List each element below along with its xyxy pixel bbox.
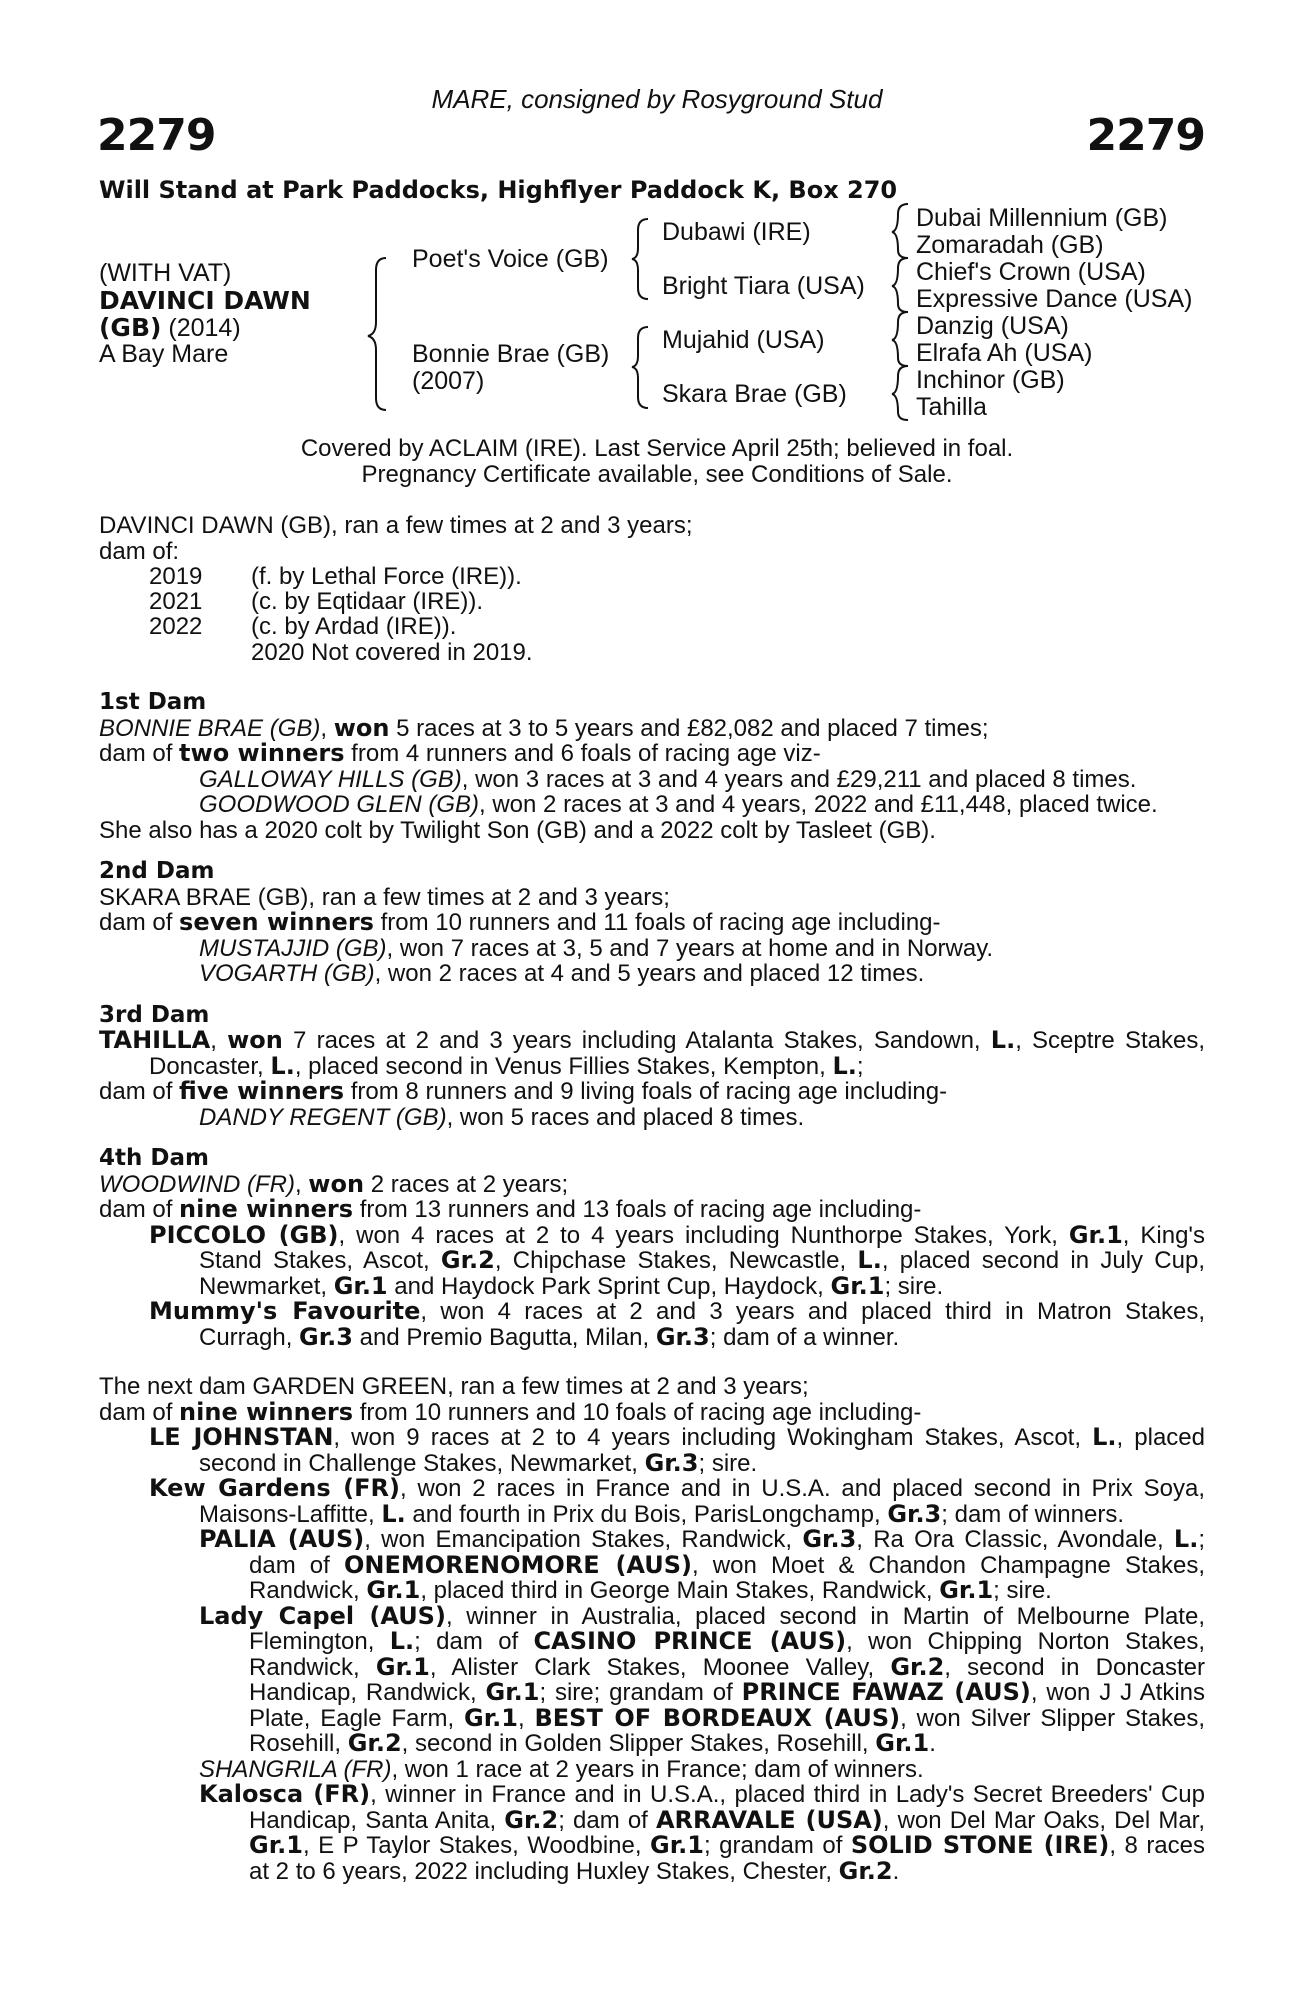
pedigree-g4-7: Inchinor (GB) — [916, 366, 1065, 394]
text: ; dam of — [249, 1526, 1205, 1579]
lot-number-left: 2279 — [97, 110, 216, 161]
text: dam of — [99, 1196, 180, 1223]
progeny-paragraph — [99, 1476, 1205, 1527]
progeny-name: GALLOWAY HILLS (GB) — [199, 765, 462, 793]
third-dam-produce — [99, 1079, 1205, 1105]
vat-note: (WITH VAT) — [99, 259, 232, 287]
text: , 8 races at 2 to 6 years, 2022 including Huxley Stakes, Chester, — [249, 1832, 1206, 1885]
produce-year: 2022 — [149, 613, 203, 640]
grade-label: Gr.1 — [939, 1576, 994, 1604]
progeny-name: PALIA (AUS) — [199, 1525, 365, 1553]
text: ; sire; grandam of — [539, 1679, 742, 1706]
fourth-dam-heading: 4th Dam — [99, 1145, 209, 1171]
grade-label: Gr.2 — [440, 1246, 495, 1274]
consignment-line: MARE, consigned by Rosyground Stud — [431, 84, 883, 114]
listed-label: L. — [832, 1051, 857, 1080]
produce-dam-of: dam of: — [99, 538, 180, 565]
produce-year: 2019 — [149, 563, 203, 590]
text: , — [517, 1704, 535, 1732]
grade-label: Gr.1 — [375, 1652, 430, 1681]
grade-label: Gr.2 — [890, 1652, 945, 1681]
text: from 13 runners and 13 foals of racing age including- — [353, 1196, 922, 1223]
race-record: , won 2 races at 3 and 4 years, 2022 and £11,448, placed twice. — [479, 791, 1158, 818]
horse-year: (2014) — [161, 314, 241, 342]
progeny-name: MUSTAJJID (GB) — [199, 934, 387, 962]
pedigree-dam: Bonnie Brae (GB) — [412, 340, 610, 368]
text: , won 4 races at 2 and 3 years and placed third in Matron Stakes, Curragh, — [199, 1298, 1205, 1351]
second-dam-heading: 2nd Dam — [99, 858, 215, 884]
race-record: , won 7 races at 3, 5 and 7 years at home and in Norway. — [386, 934, 994, 962]
text: and Haydock Park Sprint Cup, Haydock, — [387, 1272, 831, 1300]
text: dam of — [99, 740, 180, 767]
text: ; sire. — [884, 1272, 944, 1300]
text: , placed second in Challenge Stakes, Newmarket, — [199, 1424, 1206, 1477]
race-record: , won 2 races at 4 and 5 years and placed 12 times. — [374, 960, 925, 987]
grade-label: Gr.3 — [644, 1448, 699, 1477]
grade-label: Gr.3 — [887, 1499, 942, 1528]
text: , won 9 races at 2 to 4 years including Wokingham Stakes, Ascot, — [333, 1424, 1093, 1451]
progeny-line — [99, 961, 1205, 987]
pedigree-g4-3: Chief's Crown (USA) — [916, 258, 1146, 286]
produce-text: (f. by Lethal Force (IRE)). — [251, 563, 522, 590]
grade-label: Gr.1 — [830, 1271, 885, 1300]
progeny-name: PRINCE FAWAZ (AUS) — [741, 1678, 1031, 1706]
text: , second in Golden Slipper Stakes, Rosehill, — [401, 1730, 876, 1757]
grade-label: Gr.3 — [655, 1322, 710, 1351]
text: dam of — [99, 909, 180, 936]
text: , won 4 races at 2 to 4 years including Nunthorpe Stakes, York, — [338, 1221, 1069, 1249]
grade-label: Gr.3 — [802, 1525, 857, 1553]
progeny-paragraph — [99, 1527, 1205, 1604]
progeny-name: ONEMORENOMORE (AUS) — [343, 1550, 692, 1579]
pedigree-g4-2: Zomaradah (GB) — [916, 231, 1104, 259]
progeny-line — [99, 792, 1205, 818]
pedigree-dam-year: (2007) — [412, 367, 485, 395]
progeny-name: BEST OF BORDEAUX (AUS) — [534, 1703, 901, 1732]
progeny-line — [99, 1757, 1205, 1783]
progeny-name: SOLID STONE (IRE) — [850, 1831, 1110, 1859]
progeny-name: GOODWOOD GLEN (GB) — [199, 791, 480, 818]
covering-line-1: Covered by ACLAIM (IRE). Last Service April 25th; believed in foal. — [300, 435, 1014, 462]
dam-name: WOODWIND (FR) — [99, 1170, 295, 1198]
produce-note: 2020 Not covered in 2019. — [251, 639, 533, 666]
produce-intro: DAVINCI DAWN (GB), ran a few times at 2 and 3 years; — [99, 512, 693, 539]
grade-label: Gr.2 — [504, 1805, 559, 1834]
grade-label: Gr.1 — [875, 1729, 930, 1757]
grade-label: Gr.1 — [485, 1678, 540, 1706]
produce-list — [99, 564, 699, 644]
text: ; dam of — [558, 1806, 656, 1834]
winners-count: seven winners — [179, 908, 374, 936]
stand-location: Will Stand at Park Paddocks, Highflyer Paddock K, Box 270 — [99, 176, 898, 204]
text: ; — [856, 1052, 864, 1080]
text: , Ra Ora Classic, Avondale, — [856, 1526, 1174, 1553]
produce-text: (c. by Eqtidaar (IRE)). — [251, 588, 484, 615]
text: , Sceptre Stakes, Doncaster, — [149, 1027, 1205, 1080]
pedigree-g4-4: Expressive Dance (USA) — [916, 285, 1193, 313]
text: , Chipchase Stakes, Newcastle, — [494, 1247, 858, 1274]
text: 7 races at 2 and 3 years including Atalanta Stakes, Sandown, — [282, 1027, 991, 1054]
text: from 8 runners and 9 living foals of racing age including- — [344, 1078, 948, 1105]
text: . — [929, 1730, 936, 1757]
winners-count: nine winners — [179, 1195, 354, 1223]
pedigree-g4-1: Dubai Millennium (GB) — [916, 204, 1168, 232]
text: , won 1 race at 2 years in France; dam of winners. — [391, 1755, 924, 1783]
text: and fourth in Prix du Bois, ParisLongchamp, — [405, 1500, 888, 1528]
first-dam-note: She also has a 2020 colt by Twilight Son (GB) and a 2022 colt by Tasleet (GB). — [99, 816, 936, 844]
fourth-dam-produce — [99, 1197, 1205, 1223]
won-label: won — [308, 1169, 365, 1198]
text: ; dam of a winner. — [709, 1323, 900, 1351]
text: ; sire. — [698, 1449, 758, 1477]
family-text — [99, 690, 1205, 1884]
progeny-name: DANDY REGENT (GB) — [199, 1103, 447, 1131]
second-dam-line: SKARA BRAE (GB), ran a few times at 2 and 3 years; — [99, 883, 670, 911]
progeny-line — [99, 936, 1205, 962]
won-label: won — [333, 713, 390, 742]
race-record: , won 3 races at 3 and 4 years and £29,211 and placed 8 times. — [461, 765, 1137, 793]
text: , won Del Mar Oaks, Del Mar, — [882, 1806, 1205, 1834]
winners-count: nine winners — [179, 1397, 354, 1426]
text: 2 races at 2 years; — [364, 1170, 569, 1198]
text: dam of — [99, 1078, 180, 1105]
text: , won Moet & Chandon Champagne Stakes, Randwick, — [249, 1551, 1205, 1604]
text: dam of — [99, 1398, 180, 1426]
progeny-paragraph — [99, 1425, 1205, 1476]
dam-brace — [632, 327, 648, 408]
grade-label: Gr.1 — [650, 1831, 704, 1859]
text: ; dam of — [414, 1628, 534, 1655]
third-dam-heading: 3rd Dam — [99, 1001, 210, 1028]
pedigree-g4-5: Danzig (USA) — [916, 312, 1069, 340]
grade-label: Gr.1 — [1068, 1220, 1123, 1249]
text: from 10 runners and 10 foals of racing age including- — [353, 1398, 922, 1426]
race-record: , won 5 races and placed 8 times. — [446, 1103, 805, 1131]
pedigree-g4-6: Elrafa Ah (USA) — [916, 339, 1093, 367]
progeny-line — [99, 1105, 1205, 1131]
progeny-name: Lady Capel (AUS) — [199, 1601, 446, 1630]
text: , King's Stand Stakes, Ascot, — [199, 1221, 1206, 1274]
dam-name: TAHILLA — [99, 1026, 211, 1054]
horse-description: A Bay Mare — [99, 340, 229, 368]
winners-count: two winners — [179, 739, 345, 767]
text: , won Silver Slipper Stakes, Rosehill, — [249, 1704, 1206, 1757]
fourth-dam-line: WOODWIND (FR), won 2 races at 2 years; — [99, 1169, 569, 1198]
text: , winner in France and in U.S.A., placed third in Lady's Secret Breeders' Cup Handicap, Santa Anita, — [249, 1781, 1205, 1834]
progeny-name: Kew Gardens (FR) — [149, 1474, 400, 1502]
text: , placed second in July Cup, Newmarket, — [199, 1247, 1205, 1300]
main-brace — [368, 258, 386, 410]
text: ; sire. — [993, 1577, 1052, 1604]
text: , E P Taylor Stakes, Woodbine, — [302, 1832, 651, 1859]
pedigree-g4-8: Tahilla — [916, 393, 987, 421]
text: ; dam of winners. — [941, 1500, 1125, 1528]
horse-country: (GB) — [99, 313, 162, 342]
pedigree-sire: Poet's Voice (GB) — [412, 245, 609, 273]
listed-label: L. — [857, 1246, 882, 1274]
listed-label: L. — [1092, 1423, 1117, 1451]
sire-brace — [632, 219, 648, 299]
next-dam-line: The next dam GARDEN GREEN, ran a few times at 2 and 3 years; — [99, 1373, 809, 1400]
listed-label: L. — [389, 1627, 415, 1655]
text: , won J J Atkins Plate, Eagle Farm, — [249, 1679, 1205, 1732]
text: , second in Doncaster Handicap, Randwick, — [249, 1653, 1206, 1706]
grade-label: Gr.2 — [838, 1856, 893, 1885]
covering-line-2: Pregnancy Certificate available, see Conditions of Sale. — [361, 461, 953, 488]
grade-label: Gr.1 — [464, 1703, 518, 1732]
progeny-line — [99, 767, 1205, 793]
text: , placed third in George Main Stakes, Randwick, — [420, 1577, 940, 1604]
text: , won Emancipation Stakes, Randwick, — [364, 1526, 803, 1553]
third-dam-line: TAHILLA, won 7 races at 2 and 3 years including Atalanta Stakes, Sandown, L., Sceptre Stakes, Doncaster, L., placed second in Venus Fillies Stakes, Kempton, L.; — [99, 1026, 1205, 1080]
listed-label: L. — [1173, 1525, 1199, 1553]
dam-name: BONNIE BRAE (GB) — [99, 714, 321, 742]
first-dam-heading: 1st Dam — [99, 689, 207, 715]
grade-label: Gr.1 — [333, 1271, 388, 1300]
race-record: 5 races at 3 to 5 years and £82,082 and placed 7 times; — [389, 714, 989, 742]
first-dam-produce — [99, 741, 1205, 767]
progeny-paragraph — [99, 1299, 1205, 1350]
progeny-name: PICCOLO (GB) — [149, 1220, 339, 1249]
listed-label: L. — [990, 1026, 1016, 1054]
winners-count: five winners — [179, 1077, 345, 1105]
text: , won 2 races in France and in U.S.A. and placed second in Prix Soya, Maisons-Laffitte, — [199, 1475, 1205, 1528]
progeny-name: VOGARTH (GB) — [199, 960, 375, 987]
pedigree-sire-dam: Bright Tiara (USA) — [662, 272, 865, 300]
produce-year: 2021 — [149, 588, 203, 615]
progeny-name: ARRAVALE (USA) — [655, 1805, 883, 1834]
progeny-paragraph — [99, 1601, 1206, 1757]
lot-number-right: 2279 — [1086, 110, 1205, 161]
produce-text: (c. by Ardad (IRE)). — [251, 613, 457, 640]
progeny-name: LE JOHNSTAN — [149, 1423, 334, 1451]
progeny-name: SHANGRILA (FR) — [199, 1755, 392, 1783]
text: and Premio Bagutta, Milan, — [352, 1323, 656, 1351]
progeny-name: Kalosca (FR) — [199, 1780, 371, 1808]
progeny-paragraph — [99, 1782, 1205, 1884]
text: ; grandam of — [703, 1832, 851, 1859]
text: , Alister Clark Stakes, Moonee Valley, — [429, 1653, 891, 1681]
pedigree-dam-dam: Skara Brae (GB) — [662, 380, 847, 408]
progeny-paragraph — [99, 1220, 1206, 1300]
text: , placed second in Venus Fillies Stakes, Kempton, — [294, 1052, 833, 1080]
first-dam-line: BONNIE BRAE (GB), won 5 races at 3 to 5 years and £82,082 and placed 7 times; — [99, 713, 989, 742]
progeny-name: Mummy's Favourite — [149, 1297, 421, 1325]
text: from 4 runners and 6 foals of racing age viz- — [344, 740, 821, 767]
grade-label: Gr.1 — [249, 1831, 303, 1859]
text: from 10 runners and 11 foals of racing age including- — [373, 909, 941, 936]
grade-label: Gr.2 — [347, 1729, 402, 1757]
grade-label: Gr.1 — [366, 1576, 421, 1604]
pedigree-dam-sire: Mujahid (USA) — [662, 326, 825, 354]
won-label: won — [227, 1026, 283, 1054]
progeny-name: CASINO PRINCE (AUS) — [533, 1627, 847, 1655]
grade-label: Gr.3 — [299, 1322, 353, 1351]
listed-label: L. — [381, 1499, 406, 1528]
horse-name: DAVINCI DAWN — [99, 286, 311, 315]
next-dam-produce — [99, 1397, 1205, 1426]
text: . — [892, 1857, 900, 1885]
text: , won Chipping Norton Stakes, Randwick, — [249, 1628, 1205, 1681]
second-dam-produce — [99, 910, 1205, 936]
pedigree-sire-sire: Dubawi (IRE) — [662, 218, 811, 246]
text: , winner in Australia, placed second in Martin of Melbourne Plate, Flemington, — [249, 1602, 1205, 1655]
listed-label: L. — [270, 1051, 295, 1080]
